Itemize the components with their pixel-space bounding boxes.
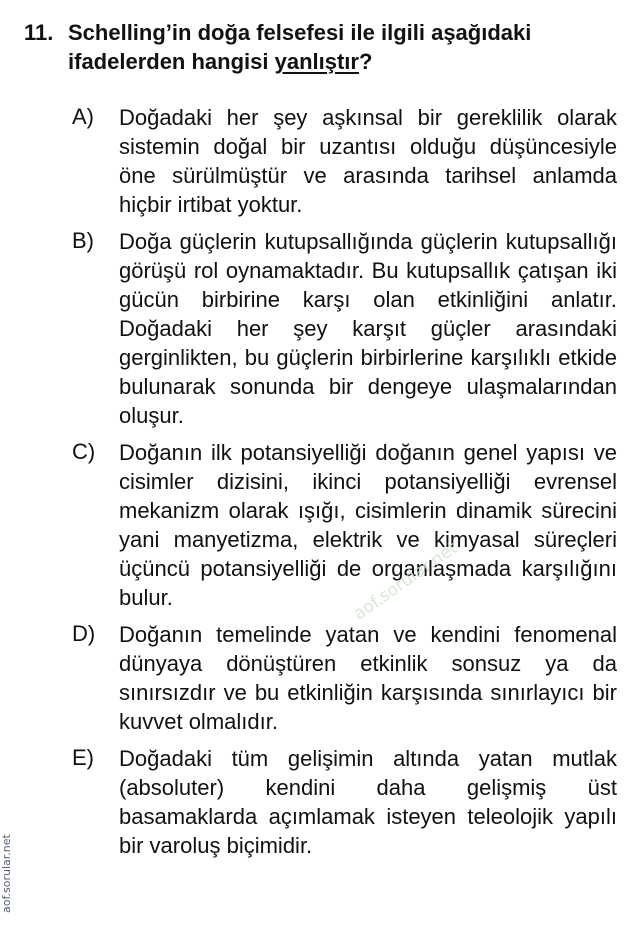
question-mark: ? — [358, 49, 373, 74]
option-text: Doğadaki tüm gelişimin altında yatan mutlak (absoluter) kendini daha gelişmiş üst basamaklarda açımlamak isteyen teleolojik yapılı bir varoluş biçimidir. — [119, 746, 617, 858]
option-text: Doğanın temelinde yatan ve kendini fenomenal dünyaya dönüştüren etkinlik sonsuz ya da sınırsızdır ve bu etkinliğin karşısında sınırlayıcı bir kuvvet olmalıdır. — [119, 622, 617, 734]
option-a[interactable] — [72, 103, 617, 219]
center-watermark: aof.sorular.net — [350, 538, 462, 625]
side-watermark: aof.sorular.net — [0, 834, 13, 914]
option-e[interactable] — [72, 744, 617, 860]
option-text: Doğadaki her şey aşkınsal bir gereklilik olarak sistemin doğal bir uzantısı olduğu düşüncesiyle öne sürülmüştür ve arasında tarihsel anlamda hiçbir irtibat yoktur. — [119, 105, 617, 217]
option-c[interactable] — [72, 438, 617, 612]
answer-options — [72, 103, 617, 868]
option-text: Doğa güçlerin kutupsallığında güçlerin kutupsallığı görüşü rol oynamaktadır. Bu kutupsallık çatışan iki gücün birbirine karşı olan etkinliğini anlatır. Doğadaki her şey karşıt güçler arasındaki gerginlikten, bu güçlerin birbirlerine karşılıklı etkide bulunarak sonunda bir dengeye ulaşmalarından oluşur. — [119, 229, 617, 428]
question-stem — [24, 18, 624, 76]
option-letter: B) — [72, 228, 94, 253]
option-letter: A) — [72, 104, 94, 129]
option-letter: D) — [72, 621, 96, 646]
question-keyword-underlined: yanlıştır — [274, 49, 359, 74]
option-letter: E) — [72, 745, 94, 770]
question-number: 11. — [24, 20, 54, 45]
option-d[interactable] — [72, 620, 617, 736]
option-b[interactable] — [72, 227, 617, 430]
question-text-main: Schelling’in doğa felsefesi ile ilgili aşağıdaki ifadelerden hangisi — [68, 20, 532, 74]
question-text — [68, 18, 624, 76]
option-text: Doğanın ilk potansiyelliği doğanın genel yapısı ve cisimler dizisini, ikinci potansiyelliği evrensel mekanizm olarak ışığı, cisimlerin dinamik sürecini yani manyetizma, elektrik ve kimyasal süreçleri üçüncü potansiyelliği de organlaşmada karşılığını bulur. — [119, 440, 617, 610]
option-letter: C) — [72, 439, 96, 464]
